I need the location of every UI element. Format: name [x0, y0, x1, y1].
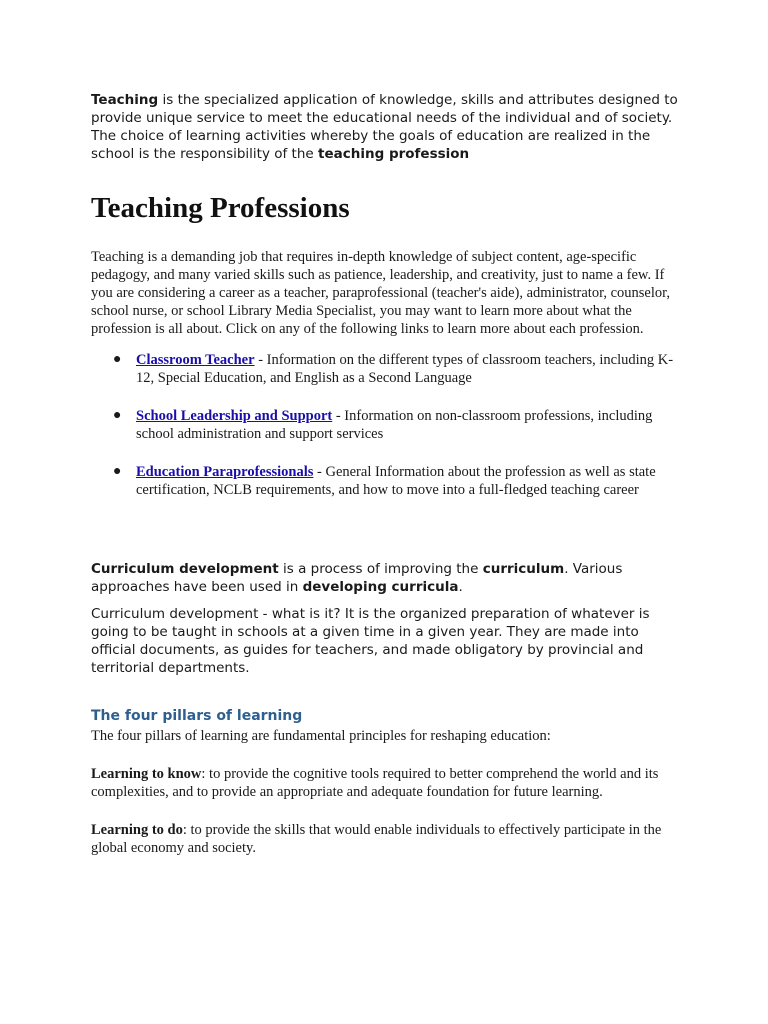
link-description: - Information on the different types of classroom teachers, including K-12, Special Education, and English as a Second Language [136, 352, 674, 386]
description-paragraph: Teaching is a demanding job that requires in-depth knowledge of subject content, age-specific pedagogy, and many varied skills such as patience, leadership, and creativity, just to name a few. If you are considering a career as a teacher, paraprofessional (teacher's aide), administrator, counselor, school nurse, or school Library Media Specialist, you may want to learn more about what the profession is all about. Click on any of the following links to learn more about each profession. [91, 249, 670, 337]
pillar-item [91, 821, 681, 857]
link-classroom-teacher[interactable]: Classroom Teacher [136, 352, 255, 368]
intro-term: Teaching [91, 92, 159, 108]
curriculum-paragraph [91, 560, 681, 596]
page-title: Teaching Professions [91, 192, 350, 224]
curriculum-term: Curriculum development [91, 561, 279, 577]
intro-paragraph [91, 91, 681, 163]
bullet-icon: ● [113, 464, 122, 479]
curriculum-text: is a process of improving the [278, 561, 483, 577]
curriculum-definition: Curriculum development - what is it? It is the organized preparation of whatever is going to be taught in schools at a given time in a given year. They are made into official documents, as guides for teachers, and made obligatory by provincial and territorial departments. [91, 606, 650, 676]
curriculum-term-3: developing curricula [302, 579, 459, 595]
pillar-term: Learning to do [91, 822, 183, 838]
pillars-intro: The four pillars of learning are fundamental principles for reshaping education: [91, 728, 551, 744]
list-item [91, 407, 681, 443]
link-description: - General Information about the profession as well as state certification, NCLB requirements, and how to move into a full-fledged teaching career [136, 464, 656, 498]
pillar-item [91, 765, 681, 801]
bullet-icon: ● [113, 408, 122, 423]
profession-link-list [91, 351, 681, 499]
list-item [91, 351, 681, 387]
curriculum-term-2: curriculum [482, 561, 565, 577]
intro-text: is the specialized application of knowledge, skills and attributes designed to provide unique service to meet the educational needs of the individual and of society. The choice of learning activities whereby the goals of education are realized in the school is the responsibility of the [91, 92, 678, 162]
pillar-text: : to provide the cognitive tools required to better comprehend the world and its complexities, and to provide an appropriate and adequate foundation for future learning. [91, 766, 659, 800]
curriculum-text-2: . Various approaches have been used in [91, 561, 623, 595]
curriculum-text-end: . [458, 579, 463, 595]
pillar-term: Learning to know [91, 766, 202, 782]
link-school-leadership[interactable]: School Leadership and Support [136, 408, 333, 424]
document-page [91, 91, 681, 857]
bullet-icon: ● [113, 352, 122, 367]
pillar-text: : to provide the skills that would enable individuals to effectively participate in the global economy and society. [91, 822, 662, 856]
list-item [91, 463, 681, 499]
link-description: - Information on non-classroom professions, including school administration and support services [136, 408, 653, 442]
intro-term-end: teaching profession [318, 146, 470, 162]
pillars-heading: The four pillars of learning [91, 708, 303, 724]
link-education-paraprofessionals[interactable]: Education Paraprofessionals [136, 464, 314, 480]
